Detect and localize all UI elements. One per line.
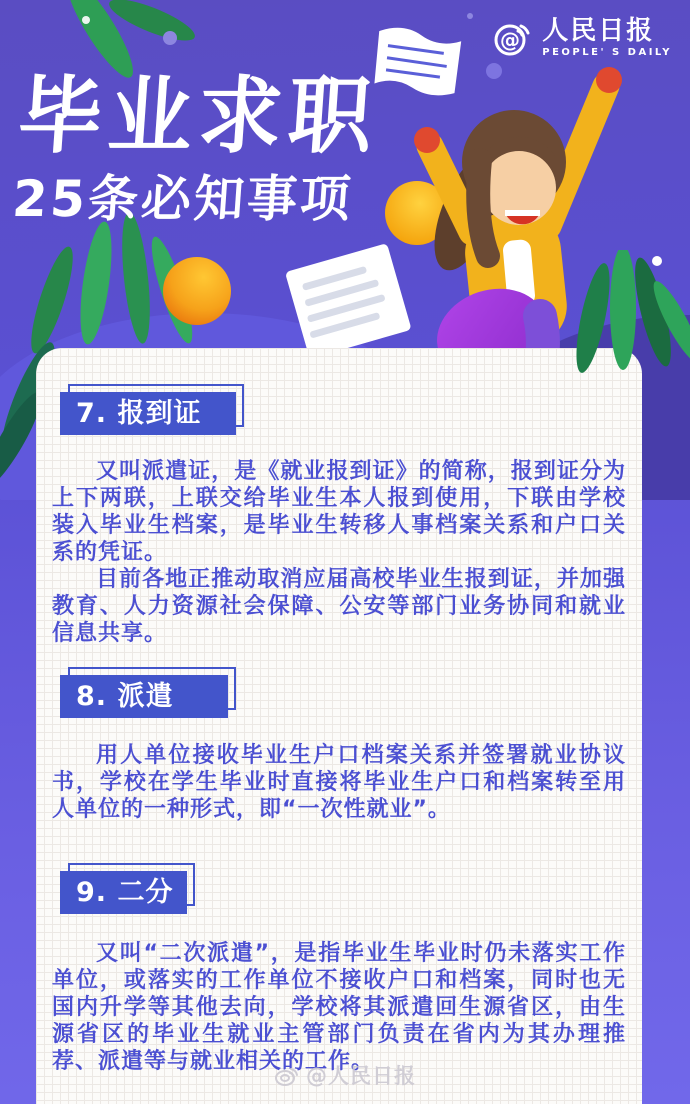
- section-7-heading: 7. 报到证: [60, 392, 236, 435]
- watermark: [274, 1060, 416, 1090]
- weibo-watermark-icon: [274, 1063, 300, 1087]
- dot: [467, 13, 473, 19]
- section-9-paragraph-1: 又叫“二次派遣”，是指毕业生毕业时仍未落实工作单位，或落实的工作单位不接收户口和档案，同时也无国内升学等其他去向，学校将其派遣回生源省区，由生源省区的毕业生就业主管部门负责在省内为其办理推荐、派遣等与就业相关的工作。: [52, 941, 626, 1074]
- flying-paper: [367, 21, 467, 102]
- svg-text:@: @: [500, 28, 521, 52]
- section-9-body: [52, 940, 626, 1075]
- logo-subtitle: PEOPLE' S DAILY: [542, 47, 672, 58]
- orange-ball: [163, 257, 231, 325]
- title-line2: 25条必知事项: [10, 170, 356, 228]
- dot: [82, 16, 90, 24]
- leaves-right: [555, 250, 690, 385]
- at-logo-icon: [491, 16, 535, 60]
- peoples-daily-logo: [491, 16, 672, 60]
- section-7-paragraph-2: 目前各地正推动取消应届高校毕业生报到证，并加强教育、人力资源社会保障、公安等部门业务协同和就业信息共享。: [52, 567, 626, 646]
- title-line1: 毕业求职: [14, 67, 382, 165]
- section-8-heading: 8. 派遣: [60, 675, 228, 718]
- section-7-body: [52, 458, 626, 647]
- section-8-paragraph-1: 用人单位接收毕业生户口档案关系并签署就业协议书，学校在学生毕业时直接将毕业生户口和档案转至用人单位的一种形式，即“一次性就业”。: [52, 743, 626, 822]
- poster-title: [10, 67, 382, 228]
- section-7-paragraph-1: 又叫派遣证，是《就业报到证》的简称，报到证分为上下两联，上联交给毕业生本人报到使用，下联由学校装入毕业生档案，是毕业生转移人事档案关系和户口关系的凭证。: [52, 459, 626, 565]
- logo-name: 人民日报: [542, 16, 655, 46]
- watermark-text: @人民日报: [306, 1064, 416, 1088]
- dot: [163, 31, 177, 45]
- dot: [486, 63, 502, 79]
- section-9-heading: 9. 二分: [60, 871, 187, 914]
- section-8-body: [52, 742, 626, 823]
- content-card: [36, 348, 642, 1104]
